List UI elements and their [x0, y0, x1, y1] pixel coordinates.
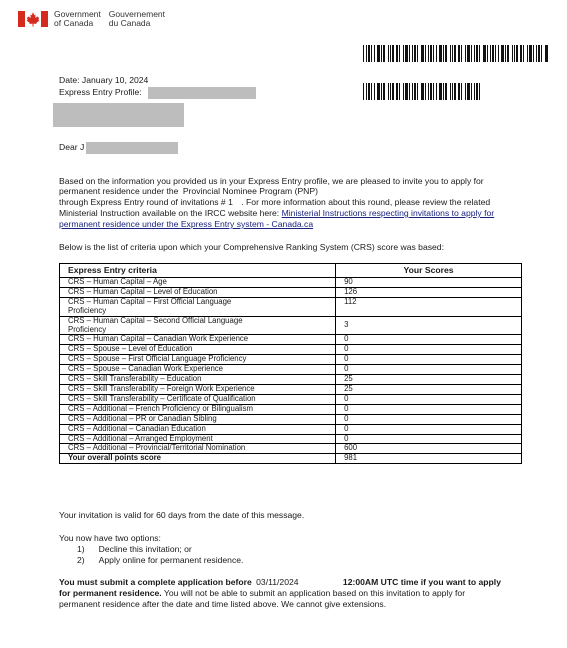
- barcode-bar: [409, 45, 410, 62]
- barcode-bar: [430, 83, 432, 100]
- ministerial-instructions-link[interactable]: Ministerial Instructions respecting invitations to apply for: [281, 208, 495, 218]
- barcode-bar: [512, 45, 513, 62]
- table-row: [60, 297, 522, 316]
- table-row: [60, 278, 522, 288]
- criteria-cell: CRS – Spouse – Canadian Work Experience: [60, 365, 336, 375]
- barcode-bar: [445, 45, 447, 62]
- barcode-bar: [479, 45, 480, 62]
- barcode-bar: [467, 45, 470, 62]
- redacted-address-block: [53, 103, 184, 127]
- criteria-cell: CRS – Skill Transferability – Foreign Work Experience: [60, 384, 336, 394]
- crs-table: [59, 263, 522, 464]
- barcode-bar: [516, 45, 518, 62]
- barcode-bar: [452, 45, 453, 62]
- barcode-bar: [396, 83, 398, 100]
- table-row: [60, 394, 522, 404]
- total-row: [60, 454, 522, 464]
- barcode-bar: [377, 45, 380, 62]
- barcode-bar: [396, 45, 398, 62]
- barcode-bar: [383, 83, 385, 100]
- round-number: 1: [228, 197, 233, 207]
- barcode-bar: [388, 45, 389, 62]
- redacted-profile-number: [148, 87, 256, 99]
- barcode-bar: [374, 45, 375, 62]
- barcode-top: [363, 45, 550, 62]
- barcode-bar: [529, 45, 532, 62]
- table-row: [60, 424, 522, 434]
- barcode-bar: [377, 83, 380, 100]
- barcode-bar: [520, 45, 522, 62]
- barcode-bar: [527, 45, 528, 62]
- barcode-bar: [405, 45, 408, 62]
- table-row: [60, 365, 522, 375]
- barcode-bar: [490, 45, 491, 62]
- score-cell: 126: [336, 287, 522, 297]
- score-cell: 90: [336, 278, 522, 288]
- barcode-bar: [436, 83, 437, 100]
- criteria-cell: CRS – Additional – Arranged Employment: [60, 434, 336, 444]
- gov-fr: Gouvernement du Canada: [108, 9, 166, 28]
- barcode-bar: [436, 45, 437, 62]
- criteria-cell: CRS – Skill Transferability – Certificate of Qualification: [60, 394, 336, 404]
- barcode-bar: [428, 83, 429, 100]
- barcode-bar: [450, 45, 451, 62]
- government-of-canada-signature: [18, 10, 165, 28]
- barcode-bottom: [363, 83, 483, 100]
- barcode-bar: [405, 83, 408, 100]
- table-row: [60, 444, 522, 454]
- barcode-bar: [541, 45, 542, 62]
- barcode-bar: [461, 83, 462, 100]
- criteria-cell: CRS – Human Capital – Age: [60, 278, 336, 288]
- barcode-bar: [390, 45, 391, 62]
- barcode-bar: [381, 45, 382, 62]
- barcode-bar: [433, 83, 434, 100]
- validity-text: Your invitation is valid for 60 days from the date of this message.: [59, 510, 305, 520]
- barcode-bar: [412, 45, 413, 62]
- table-intro: Below is the list of criteria upon which your Comprehensive Ranking System (CRS) score was based:: [59, 242, 444, 252]
- criteria-cell: CRS – Additional – French Proficiency or Bilingualism: [60, 404, 336, 414]
- header-scores: Your Scores: [336, 264, 522, 278]
- barcode-bar: [454, 83, 456, 100]
- option-1: 1) Decline this invitation; or: [77, 544, 192, 554]
- barcode-bar: [439, 45, 442, 62]
- score-cell: 25: [336, 384, 522, 394]
- barcode-bar: [507, 45, 509, 62]
- barcode-bar: [414, 83, 416, 100]
- score-cell: 0: [336, 434, 522, 444]
- barcode-bar: [399, 83, 400, 100]
- score-cell: 0: [336, 414, 522, 424]
- criteria-cell: CRS – Additional – Canadian Education: [60, 424, 336, 434]
- score-cell: 0: [336, 345, 522, 355]
- barcode-bar: [501, 45, 504, 62]
- intro-line-2: permanent residence under the Provincial Nominee Program (PNP): [59, 186, 318, 196]
- barcode-bar: [366, 45, 367, 62]
- barcode-bar: [366, 83, 367, 100]
- barcode-bar: [465, 45, 466, 62]
- option-2: 2) Apply online for permanent residence.: [77, 555, 244, 565]
- barcode-bar: [458, 83, 460, 100]
- barcode-bar: [388, 83, 389, 100]
- barcode-bar: [465, 83, 466, 100]
- score-cell: 0: [336, 424, 522, 434]
- canada-flag-icon: [18, 11, 48, 27]
- barcode-bar: [417, 83, 418, 100]
- total-label: Your overall points score: [60, 454, 336, 464]
- barcode-bar: [498, 45, 499, 62]
- barcode-bar: [474, 45, 475, 62]
- criteria-cell: CRS – Human Capital – Level of Education: [60, 287, 336, 297]
- score-cell: 600: [336, 444, 522, 454]
- criteria-cell: CRS – Human Capital – Second Official Language Proficiency: [60, 316, 336, 335]
- profile-label: Express Entry Profile:: [59, 87, 142, 97]
- criteria-cell: CRS – Spouse – First Official Language Proficiency: [60, 355, 336, 365]
- total-score: 981: [336, 454, 522, 464]
- deadline-line-2: for permanent residence. You will not be able to submit an application based on this invitation to apply for: [59, 588, 466, 598]
- barcode-bar: [425, 83, 426, 100]
- barcode-bar: [445, 83, 447, 100]
- barcode-bar: [487, 45, 488, 62]
- intro-line-1: Based on the information you provided us in your Express Entry profile, we are pleased to invite you to apply for: [59, 176, 484, 186]
- barcode-bar: [439, 83, 442, 100]
- barcode-bar: [471, 45, 472, 62]
- barcode-bar: [425, 45, 426, 62]
- barcode-bar: [368, 45, 370, 62]
- deadline-line-1: You must submit a complete application before 03/11/2024 12:00AM UTC time if you want to apply: [59, 577, 501, 587]
- redacted-name: [86, 142, 178, 154]
- score-cell: 112: [336, 297, 522, 316]
- barcode-bar: [403, 83, 404, 100]
- score-cell: 0: [336, 365, 522, 375]
- table-row: [60, 335, 522, 345]
- barcode-bar: [458, 45, 460, 62]
- barcode-bar: [430, 45, 432, 62]
- table-row: [60, 316, 522, 335]
- gov-en: Government of Canada: [54, 9, 101, 28]
- barcode-bar: [476, 45, 478, 62]
- barcode-bar: [538, 45, 540, 62]
- barcode-bar: [533, 45, 534, 62]
- barcode-bar: [381, 83, 382, 100]
- date-line: Date: January 10, 2024: [59, 75, 149, 85]
- barcode-bar: [363, 45, 364, 62]
- barcode-bar: [392, 45, 394, 62]
- deadline-date: 03/11/2024: [256, 577, 299, 587]
- barcode-bar: [450, 83, 451, 100]
- barcode-bar: [454, 45, 456, 62]
- table-row: [60, 384, 522, 394]
- criteria-cell: CRS – Skill Transferability – Education: [60, 375, 336, 385]
- table-row: [60, 355, 522, 365]
- options-intro: You now have two options:: [59, 533, 161, 543]
- table-row: [60, 434, 522, 444]
- barcode-bar: [363, 83, 364, 100]
- barcode-bar: [421, 45, 424, 62]
- barcode-bar: [428, 45, 429, 62]
- barcode-bar: [368, 83, 370, 100]
- table-row: [60, 287, 522, 297]
- table-row: [60, 375, 522, 385]
- deadline-line-3: permanent residence after the date and time listed above. We cannot give extensions.: [59, 599, 387, 609]
- barcode-bar: [545, 45, 548, 62]
- barcode-bar: [403, 45, 404, 62]
- barcode-bar: [383, 45, 385, 62]
- barcode-bar: [443, 83, 444, 100]
- barcode-bar: [374, 83, 375, 100]
- barcode-bar: [474, 83, 475, 100]
- barcode-bar: [452, 83, 453, 100]
- barcode-bar: [476, 83, 478, 100]
- intro-line-4: Ministerial Instruction available on the IRCC website here: Ministerial Instructions respecting invitations to apply for: [59, 208, 495, 218]
- table-row: [60, 414, 522, 424]
- score-cell: 0: [336, 404, 522, 414]
- score-cell: 0: [336, 335, 522, 345]
- barcode-bar: [371, 83, 372, 100]
- barcode-bar: [461, 45, 462, 62]
- criteria-cell: CRS – Spouse – Level of Education: [60, 345, 336, 355]
- score-cell: 0: [336, 394, 522, 404]
- criteria-cell: CRS – Additional – PR or Canadian Sibling: [60, 414, 336, 424]
- header-criteria: Express Entry criteria: [60, 264, 336, 278]
- intro-line-5: [59, 219, 313, 230]
- criteria-cell: CRS – Additional – Provincial/Territorial Nomination: [60, 444, 336, 454]
- barcode-bar: [417, 45, 418, 62]
- table-header-row: [60, 264, 522, 278]
- table-row: [60, 404, 522, 414]
- criteria-cell: CRS – Human Capital – Canadian Work Experience: [60, 335, 336, 345]
- barcode-bar: [467, 83, 470, 100]
- barcode-bar: [399, 45, 400, 62]
- barcode-bar: [392, 83, 394, 100]
- barcode-bar: [412, 83, 413, 100]
- criteria-cell: CRS – Human Capital – First Official Language Proficiency: [60, 297, 336, 316]
- barcode-bar: [414, 45, 416, 62]
- barcode-bar: [483, 45, 486, 62]
- score-cell: 25: [336, 375, 522, 385]
- barcode-bar: [514, 45, 515, 62]
- barcode-bar: [523, 45, 524, 62]
- score-cell: 3: [336, 316, 522, 335]
- barcode-bar: [495, 45, 496, 62]
- barcode-bar: [479, 83, 480, 100]
- barcode-bar: [433, 45, 434, 62]
- barcode-bar: [443, 45, 444, 62]
- barcode-bar: [371, 45, 372, 62]
- ministerial-instructions-link-cont[interactable]: permanent residence under the Express Entry system - Canada.ca: [59, 219, 314, 229]
- intro-line-3: through Express Entry round of invitations # 1 . For more information about this round, please review the related: [59, 197, 491, 207]
- barcode-bar: [471, 83, 472, 100]
- salutation: Dear J: [59, 142, 85, 152]
- table-row: [60, 345, 522, 355]
- barcode-bar: [505, 45, 506, 62]
- barcode-bar: [492, 45, 494, 62]
- program-name: Provincial Nominee Program (PNP): [182, 186, 318, 196]
- score-cell: 0: [336, 355, 522, 365]
- barcode-bar: [409, 83, 410, 100]
- barcode-bar: [536, 45, 537, 62]
- barcode-bar: [421, 83, 424, 100]
- barcode-bar: [390, 83, 391, 100]
